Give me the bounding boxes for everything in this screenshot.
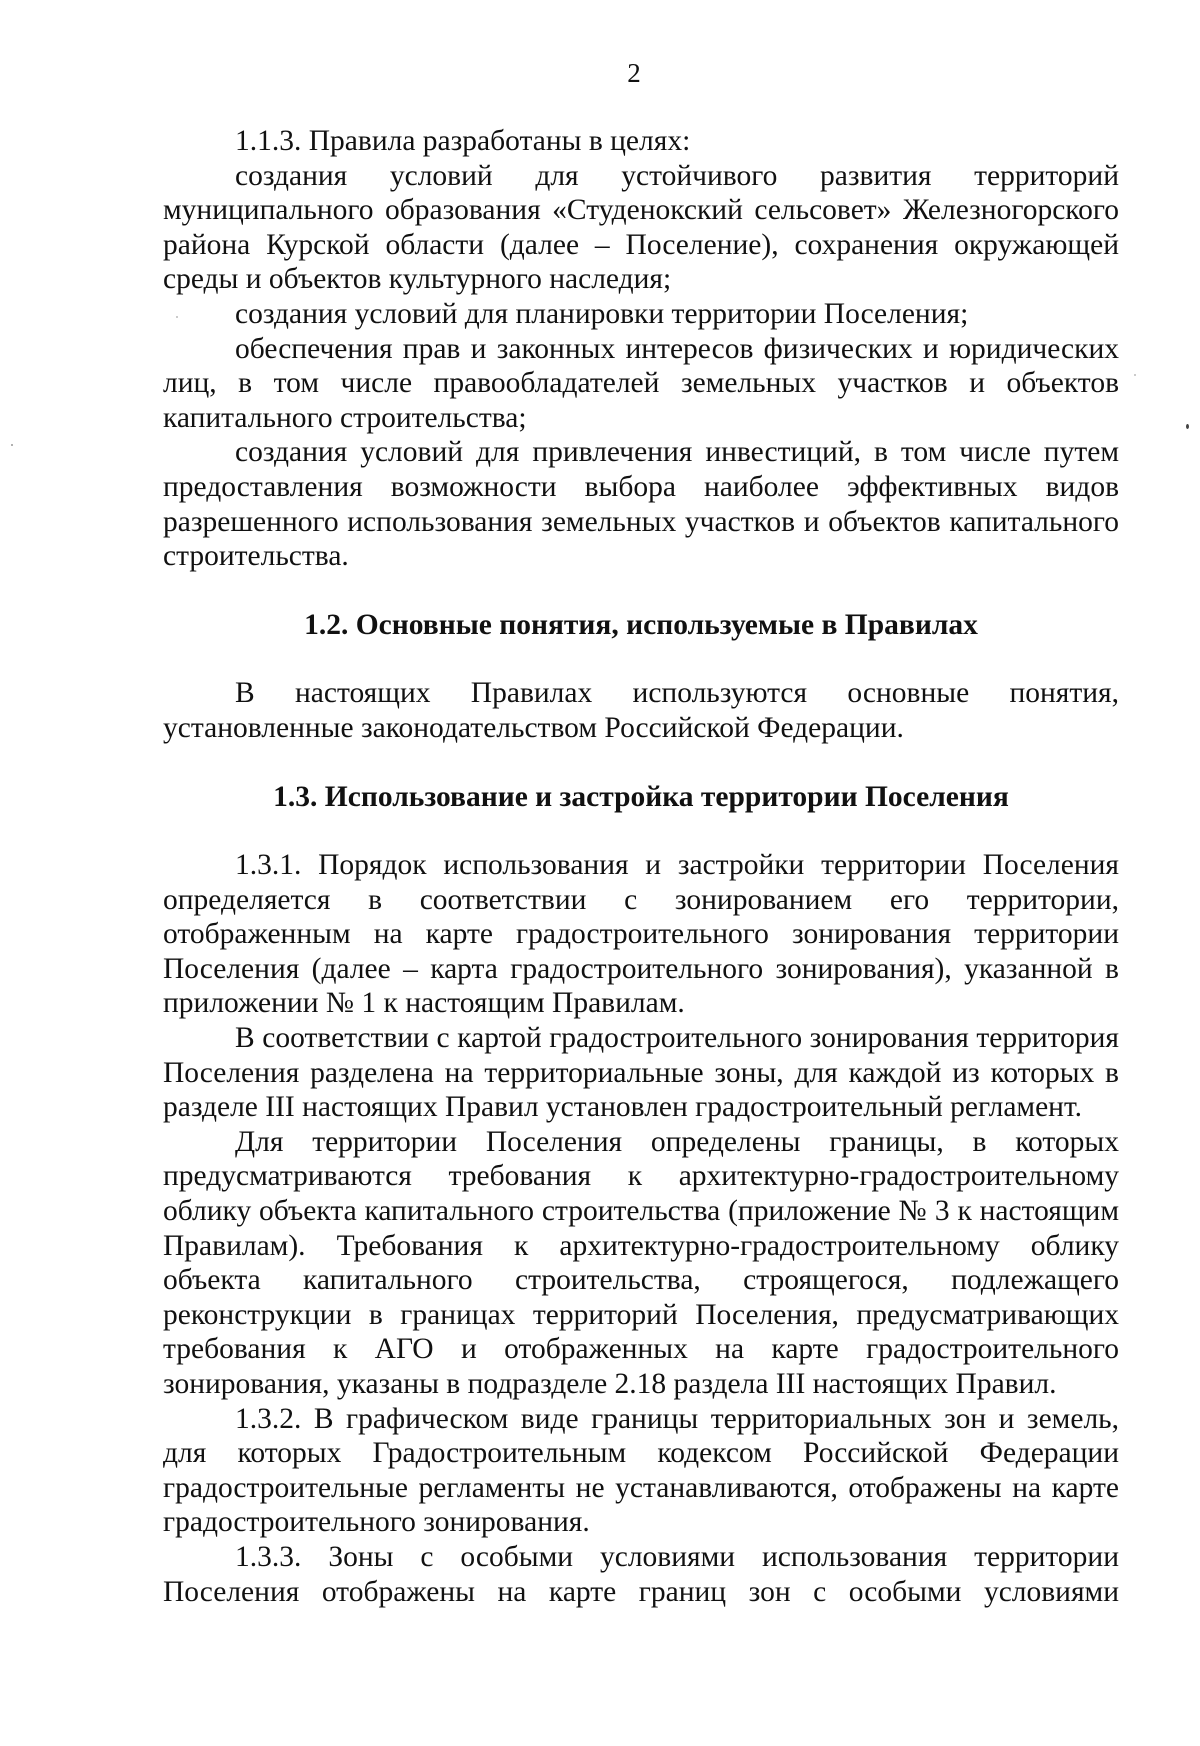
section-heading: 1.2. Основные понятия, используемые в Правилах	[304, 608, 978, 641]
paragraph: 1.3.1. Порядок использования и застройки территории Поселения определяется в соответствии с зонированием его территории, отображенным на карте градостроительного зонирования территории Поселения (далее – карта градостроительного зонирования), указанной в приложении № 1 к настоящим Правилам.	[163, 849, 1119, 1020]
paragraph: В соответствии с картой градостроительного зонирования территория Поселения разделена на территориальные зоны, для каждой из которых в разделе III настоящих Правил установлен градостроительный регламент.	[163, 1022, 1119, 1124]
section-1-1-3-intro: 1.1.3. Правила разработаны в целях:	[235, 125, 691, 157]
scan-speck	[1134, 374, 1136, 376]
page-number: 2	[627, 58, 641, 88]
document-body	[163, 124, 1119, 1609]
paragraph: 1.3.3. Зоны с особыми условиями использования территории Поселения отображены на карте границ зон с особыми условиями	[163, 1540, 1119, 1608]
paragraph: Для территории Поселения определены границы, в которых предусматриваются требования к архитектурно-градостроительному облику объекта капитального строительства (приложение № 3 к настоящим Правилам). Требования к архитектурно-градостроительному облику объекта капитального строительства, строящегося, подлежащего реконструкции в границах территорий Поселения, предусматривающих требования к АГО и отображенных на карте градостроительного зонирования, указаны в подразделе 2.18 раздела III настоящих Правил.	[163, 1125, 1119, 1400]
scan-speck	[11, 444, 13, 446]
paragraph: В настоящих Правилах используются основные понятия, установленные законодательством Российской Федерации.	[163, 677, 1119, 744]
list-item: создания условий для планировки территории Поселения;	[235, 297, 969, 330]
scan-speck	[1186, 424, 1189, 429]
list-item: создания условий для устойчивого развития территорий муниципального образования «Студенокский сельсовет» Железногорского района Курской области (далее – Поселение), сохранения окружающей среды и объектов культурного наследия;	[163, 159, 1119, 296]
section-heading: 1.3. Использование и застройка территории Поселения	[273, 780, 1009, 813]
list-item: создания условий для привлечения инвестиций, в том числе путем предоставления возможности выбора наиболее эффективных видов разрешенного использования земельных участков и объектов капитального строительства.	[163, 436, 1119, 573]
scan-speck	[176, 316, 178, 318]
paragraph: 1.3.2. В графическом виде границы территориальных зон и земель, для которых Градостроительным кодексом Российской Федерации градостроительные регламенты не устанавливаются, отображены на карте градостроительного зонирования.	[163, 1402, 1119, 1539]
list-item: обеспечения прав и законных интересов физических и юридических лиц, в том числе правообладателей земельных участков и объектов капитального строительства;	[163, 332, 1119, 434]
